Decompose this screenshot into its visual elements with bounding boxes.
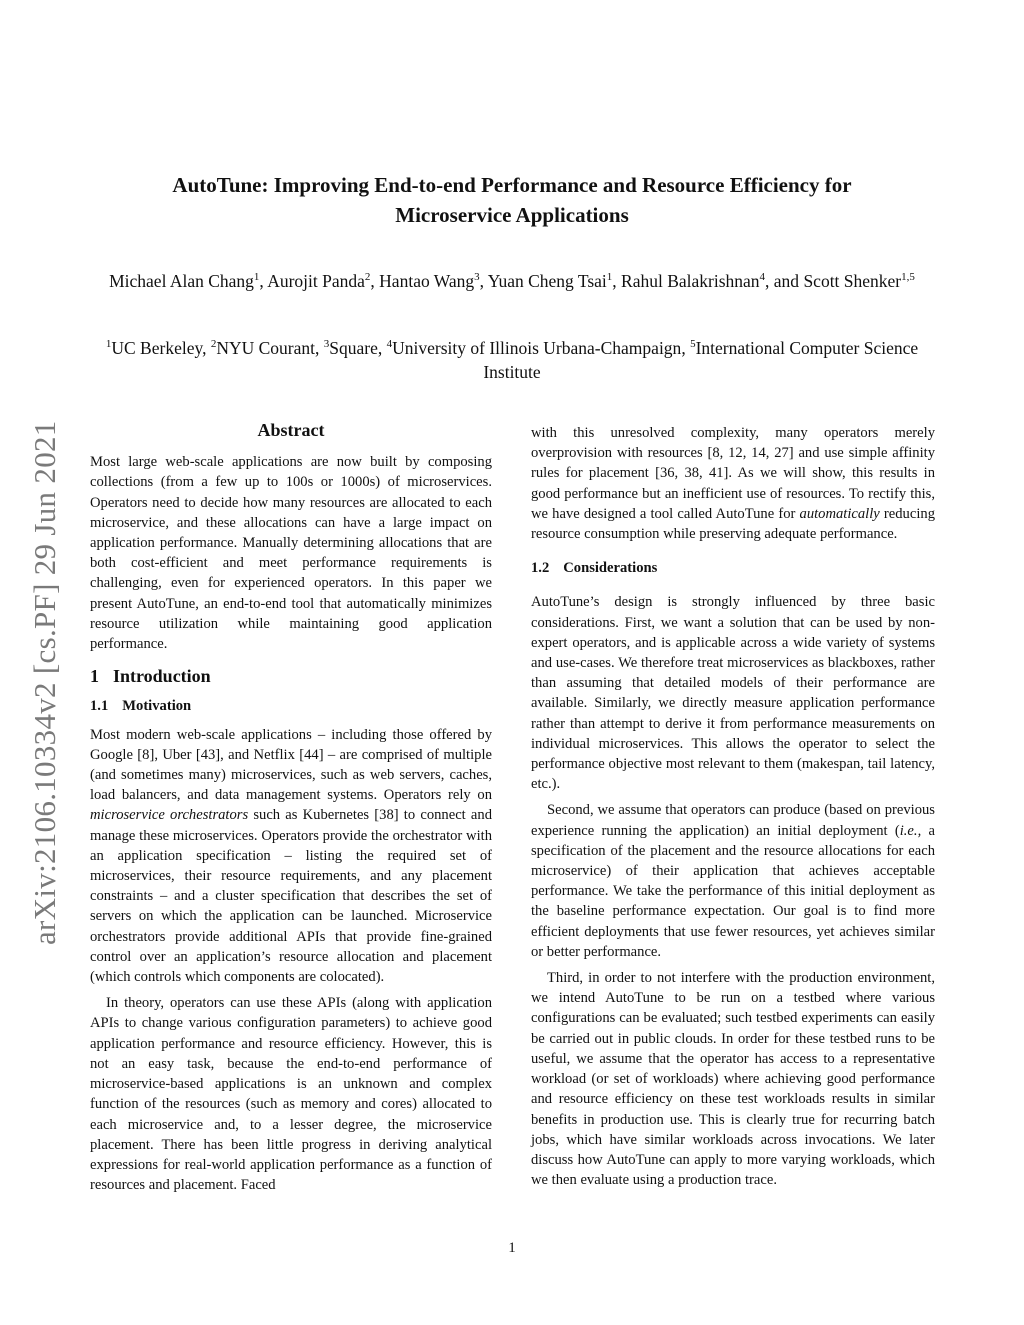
affiliation: $^4$University of Illinois Urbana-Champaign, xyxy=(386,338,691,358)
author-list xyxy=(80,270,944,293)
author: Aurojit Panda$^2$, xyxy=(267,271,380,291)
title-line-1: AutoTune: Improving End-to-end Performance and Resource Efficiency for xyxy=(172,173,852,197)
affiliation: $^5$International Computer Science Institute xyxy=(483,338,919,382)
left-column xyxy=(90,420,492,1195)
emphasis: automatically xyxy=(799,505,880,522)
continued-paragraph: with this unresolved complexity, many operators merely overprovision with resources [8, 12, 14, 27] and use simple affinity rules for placement [36, 38, 41]. As we will show, this results in good performance but an inefficient use of resources. To rectify this, we have designed a tool called AutoTune for automatically reducing resource consumption while preserving adequate performance. xyxy=(531,425,935,543)
subsection-title: Considerations xyxy=(563,560,658,577)
subsection-heading-motivation xyxy=(90,696,492,716)
affiliation: $^3$Square, xyxy=(323,338,387,358)
paper-title xyxy=(80,170,944,230)
page-number: 1 xyxy=(508,1240,516,1256)
considerations-paragraph-3: Third, in order to not interfere with the production environment, we intend AutoTune to be run on a testbed where various configurations can be evaluated; such testbed experiments can easily be carried out in public clouds. In order for these testbed runs to be useful, we assume that the operator has access to a representative workload (or set of workloads) where achieving good performance and resource efficiency on these test workloads results in similar benefits in production use. This is clearly true for recurring batch jobs, which have similar workloads across invocations. We later discuss how AutoTune can apply to more varying workloads, which we then evaluate using a production trace. xyxy=(531,970,935,1189)
affiliation: $^2$NYU Courant, xyxy=(210,338,324,358)
abstract-heading: Abstract xyxy=(257,420,325,440)
considerations-paragraph-2: Second, we assume that operators can produce (based on previous experience running the application) an initial deployment (i.e., a specification of the placement and the resource allocations for each microservice) of their application that achieves acceptable performance. We take the performance of this initial deployment as the baseline performance expectation. Our goal is to find more efficient deployments that use fewer resources, yet achieves similar or better performance. xyxy=(531,802,935,960)
motivation-paragraph-1: Most modern web-scale applications – including those offered by Google [8], Uber [43], and Netflix [44] – are comprised of multiple (and sometimes many) microservices, such as web servers, caches, load balancers, and data management systems. Operators rely on microservice orchestrators such as Kubernetes [38] to connect and manage these microservices. Operators provide the orchestrator with an application specification – listing the required set of microservices, their resource requirements, and any placement constraints – and a cluster specification that describes the set of servers on which the application can be launched. Microservice orchestrators provide additional APIs that provide fine-grained control over an application’s resource allocation and placement (which controls which components are colocated). xyxy=(90,726,492,986)
author: Hantao Wang$^3$, xyxy=(379,271,488,291)
section-number: 1 xyxy=(90,666,99,687)
affiliation-list xyxy=(80,336,944,384)
considerations-paragraph-1: AutoTune’s design is strongly influenced by three basic considerations. First, we want a solution that can be used by non-expert operators, and is applicable across a wide variety of systems and use-cases. We therefore treat microservices as blackboxes, rather than assuming that detailed models of their performance are available. Similarly, we directly measure application performance rather than attempt to derive it from performance measurements on individual microservices. This allows the operator to select the performance objective most relevant to them (makespan, tail latency, etc.). xyxy=(531,594,935,793)
emphasis: microservice orchestrators xyxy=(90,807,249,824)
section-heading-introduction xyxy=(90,666,492,686)
author: Michael Alan Chang$^1$, xyxy=(109,271,268,291)
author: Rahul Balakrishnan$^4$, and xyxy=(621,271,804,291)
subsection-title: Motivation xyxy=(122,698,192,715)
subsection-number: 1.2 xyxy=(531,560,550,577)
motivation-paragraph-2: In theory, operators can use these APIs (along with application APIs to change various configuration parameters) to achieve good application performance and resource efficiency. However, this is not an easy task, because the end-to-end performance of microservice-based applications is an unknown and complex function of the resources (such as memory and cores) allocated to each microservice and, to a lesser degree, the microservice placement. There has been little progress in deriving analytical expressions for real-world application performance as a function of resources and placement. Faced xyxy=(90,995,492,1194)
subsection-number: 1.1 xyxy=(90,698,109,715)
affiliation: $^1$UC Berkeley, xyxy=(105,338,211,358)
subsection-heading-considerations xyxy=(531,558,935,578)
emphasis: i.e., xyxy=(899,822,922,839)
abstract-text: Most large web-scale applications are now built by composing collections (from a few up to 100s or 1000s) of microservices. Operators need to decide how many resources are allocated to each microservice, and these allocations can have a large impact on application performance. Manually determining allocations that are both cost-efficient and meet performance requirements is challenging, even for experienced operators. In this paper we present AutoTune, an end-to-end tool that automatically minimizes resource utilization while maintaining good application performance. xyxy=(90,454,492,653)
arxiv-stamp: arXiv:2106.10334v2 [cs.PF] 29 Jun 2021 xyxy=(27,420,62,945)
author: Scott Shenker$^{1,5}$ xyxy=(803,271,915,291)
title-line-2: Microservice Applications xyxy=(395,203,629,227)
section-title: Introduction xyxy=(113,666,211,687)
right-column xyxy=(531,423,935,1190)
author: Yuan Cheng Tsai$^1$, xyxy=(487,271,622,291)
